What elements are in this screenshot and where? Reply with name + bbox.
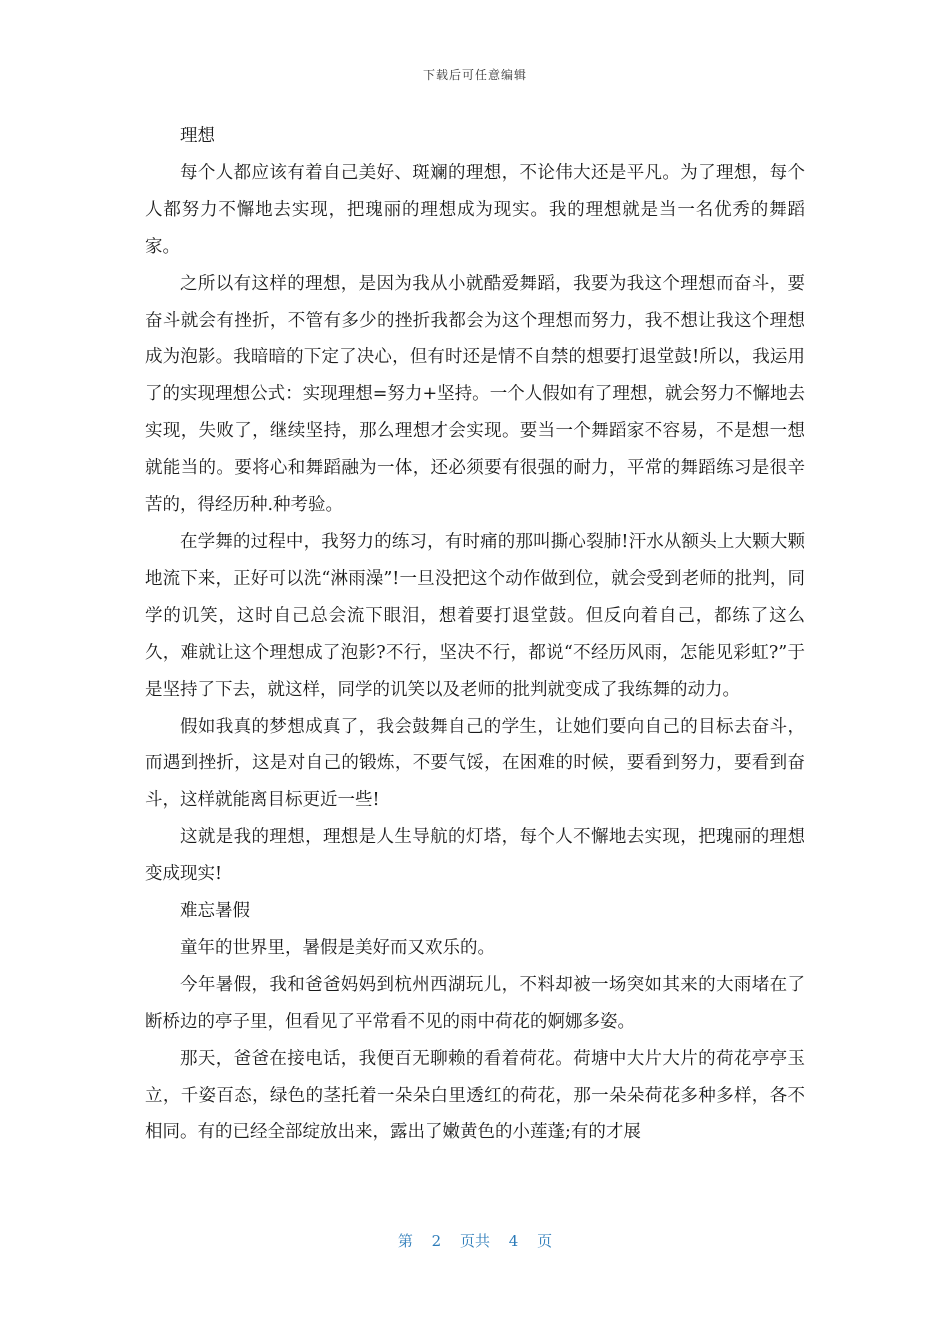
- section-title: 理想: [180, 126, 215, 146]
- footer-current-page: 2: [431, 1232, 442, 1250]
- section-summer: [145, 893, 805, 1151]
- footer-total-pages: 4: [508, 1232, 519, 1250]
- paragraph: 在学舞的过程中，我努力的练习，有时痛的那叫撕心裂肺!汗水从额头上大颗大颗地流下来，正好可以洗“淋雨澡”!一旦没把这个动作做到位，就会受到老师的批判，同学的讥笑，这时自己总会流下眼泪，想着要打退堂鼓。但反向着自己，都练了这么久，难就让这个理想成了泡影?不行，坚决不行，都说“不经历风雨，怎能见彩虹?”于是坚持了下去，就这样，同学的讥笑以及老师的批判就变成了我练舞的动力。: [145, 531, 805, 700]
- section-title: 难忘暑假: [180, 901, 250, 922]
- paragraph: 这就是我的理想，理想是人生导航的灯塔，每个人不懈地去实现，把瑰丽的理想变成现实!: [145, 827, 805, 885]
- paragraph: 每个人都应该有着自己美好、斑斓的理想，不论伟大还是平凡。为了理想，每个人都努力不懈地去实现，把瑰丽的理想成为现实。我的理想就是当一名优秀的舞蹈家。: [145, 162, 805, 257]
- paragraph: 之所以有这样的理想，是因为我从小就酷爱舞蹈，我要为我这个理想而奋斗，要奋斗就会有挫折，不管有多少的挫折我都会为这个理想而努力，我不想让我这个理想成为泡影。我暗暗的下定了决心，但有时还是情不自禁的想要打退堂鼓!所以，我运用了的实现理想公式：实现理想=努力+坚持。一个人假如有了理想，就会努力不懈地去实现，失败了，继续坚持，那么理想才会实现。要当一个舞蹈家不容易，不是想一想就能当的。要将心和舞蹈融为一体，还必须要有很强的耐力，平常的舞蹈练习是很辛苦的，得经历种.种考验。: [145, 273, 805, 516]
- footer-suffix: 页: [537, 1232, 553, 1250]
- document-body: [145, 118, 805, 1151]
- section-ideal: [145, 118, 805, 893]
- paragraph: 假如我真的梦想成真了，我会鼓舞自己的学生，让她们要向自己的目标去奋斗，而遇到挫折，这是对自己的锻炼，不要气馁，在困难的时候，要看到努力，要看到奋斗，这样就能离目标更近一些!: [145, 716, 805, 811]
- footer-prefix: 第: [397, 1232, 413, 1250]
- page-footer: [0, 1230, 950, 1251]
- footer-middle: 页共: [459, 1232, 490, 1250]
- page-header-note: 下载后可任意编辑: [422, 68, 527, 82]
- paragraph: 童年的世界里，暑假是美好而又欢乐的。: [180, 937, 495, 958]
- paragraph: 那天，爸爸在接电话，我便百无聊赖的看着荷花。荷塘中大片大片的荷花亭亭玉立，千姿百态，绿色的茎托着一朵朵白里透红的荷花，那一朵朵荷花多种多样，各不相同。有的已经全部绽放出来，露出了嫩黄色的小莲蓬;有的才展: [145, 1048, 805, 1143]
- paragraph: 今年暑假，我和爸爸妈妈到杭州西湖玩儿，不料却被一场突如其来的大雨堵在了断桥边的亭子里，但看见了平常看不见的雨中荷花的婀娜多姿。: [145, 974, 805, 1032]
